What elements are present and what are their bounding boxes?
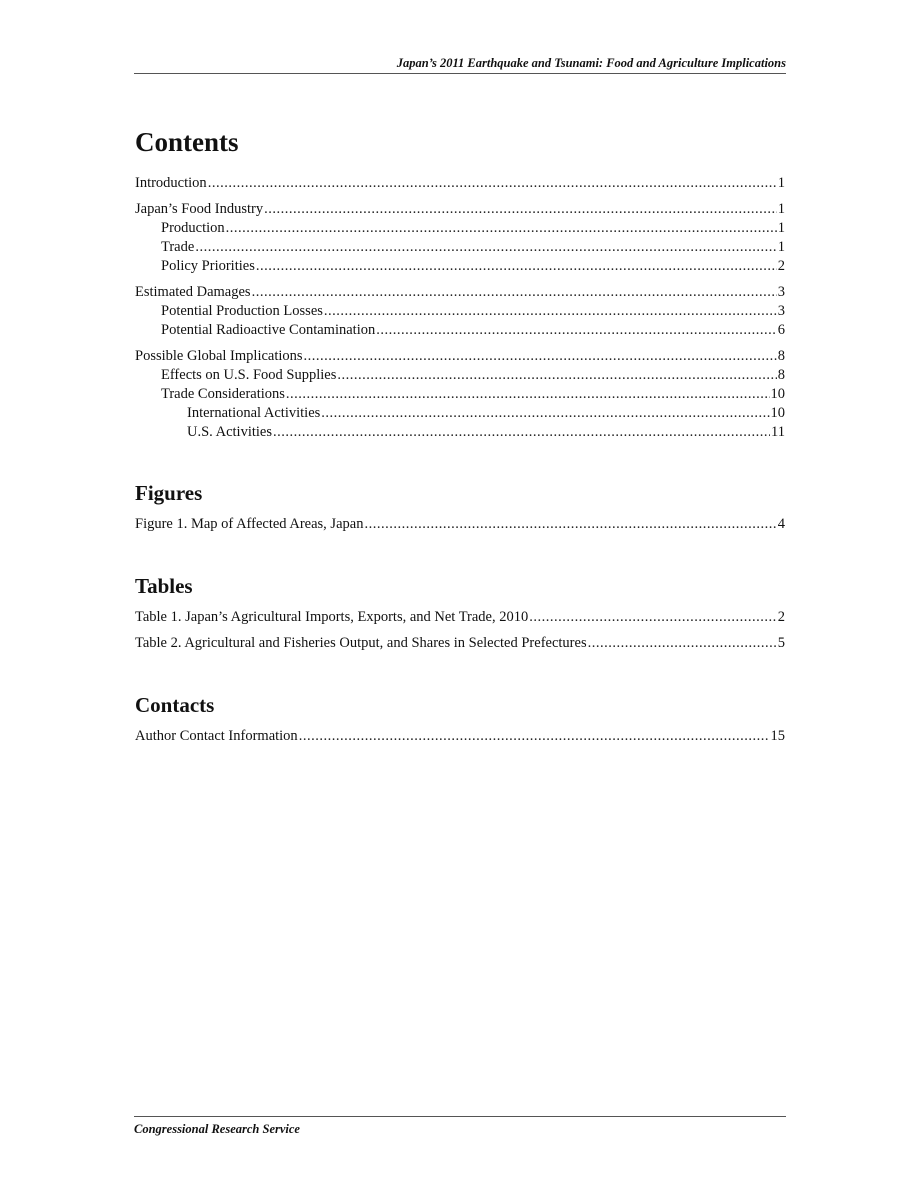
toc-page-number: 15	[770, 728, 785, 744]
dot-leader	[195, 238, 776, 257]
toc-label: Possible Global Implications	[135, 348, 303, 364]
table-of-contents	[135, 124, 785, 746]
toc-entry-trade[interactable]	[135, 238, 785, 257]
toc-page-number: 8	[777, 367, 785, 383]
toc-page-number: 11	[771, 424, 785, 440]
toc-label: Table 2. Agricultural and Fisheries Output, and Shares in Selected Prefectures	[135, 635, 587, 651]
toc-page-number: 6	[777, 322, 785, 338]
toc-page-number: 10	[770, 386, 785, 402]
toc-label: Introduction	[135, 175, 207, 191]
toc-label: U.S. Activities	[187, 424, 272, 440]
dot-leader	[376, 321, 777, 340]
tables-list	[135, 608, 785, 653]
toc-entry-effects-on-us-food-supplies[interactable]	[135, 366, 785, 385]
running-footer: Congressional Research Service	[134, 1116, 786, 1137]
toc-label: International Activities	[187, 405, 321, 421]
toc-page-number: 3	[777, 303, 785, 319]
toc-page-number: 4	[777, 516, 785, 532]
toc-entry-figure-1[interactable]	[135, 515, 785, 534]
dot-leader	[529, 608, 777, 627]
toc-entry-international-activities[interactable]	[135, 404, 785, 423]
tables-heading: Tables	[135, 574, 193, 598]
toc-label: Effects on U.S. Food Supplies	[161, 367, 337, 383]
figures-heading: Figures	[135, 481, 203, 505]
toc-page-number: 1	[777, 239, 785, 255]
toc-entry-author-contact-information[interactable]	[135, 727, 785, 746]
dot-leader	[299, 727, 770, 746]
section-spacer	[135, 442, 785, 480]
toc-label: Author Contact Information	[135, 728, 298, 744]
toc-entry-potential-production-losses[interactable]	[135, 302, 785, 321]
dot-leader	[252, 283, 777, 302]
toc-page-number: 3	[777, 284, 785, 300]
toc-page-number: 2	[777, 609, 785, 625]
toc-page-number: 1	[777, 201, 785, 217]
toc-page-number: 5	[777, 635, 785, 651]
toc-label: Trade Considerations	[161, 386, 285, 402]
toc-page-number: 1	[777, 220, 785, 236]
contacts-list	[135, 727, 785, 746]
toc-label: Potential Radioactive Contamination	[161, 322, 376, 338]
toc-entry-table-2[interactable]	[135, 634, 785, 653]
toc-entry-estimated-damages[interactable]	[135, 283, 785, 302]
toc-label: Estimated Damages	[135, 284, 251, 300]
toc-entry-japans-food-industry[interactable]	[135, 200, 785, 219]
toc-page-number: 10	[770, 405, 785, 421]
toc-entry-table-1[interactable]	[135, 608, 785, 627]
dot-leader	[324, 302, 777, 321]
toc-entry-policy-priorities[interactable]	[135, 257, 785, 276]
toc-entry-us-activities[interactable]	[135, 423, 785, 442]
dot-leader	[337, 366, 776, 385]
toc-label: Japan’s Food Industry	[135, 201, 264, 217]
dot-leader	[226, 219, 777, 238]
toc-entry-trade-considerations[interactable]	[135, 385, 785, 404]
toc-page-number: 1	[777, 175, 785, 191]
dot-leader	[588, 634, 777, 653]
toc-entry-production[interactable]	[135, 219, 785, 238]
toc-label: Production	[161, 220, 225, 236]
running-header: Japan’s 2011 Earthquake and Tsunami: Food and Agriculture Implications	[134, 55, 786, 74]
toc-label: Policy Priorities	[161, 258, 255, 274]
dot-leader	[264, 200, 777, 219]
dot-leader	[364, 515, 776, 534]
dot-leader	[286, 385, 770, 404]
toc-page-number: 8	[777, 348, 785, 364]
section-spacer	[135, 534, 785, 573]
section-spacer	[135, 653, 785, 692]
contacts-heading: Contacts	[135, 693, 215, 717]
toc-entry-possible-global-implications[interactable]	[135, 347, 785, 366]
dot-leader	[304, 347, 777, 366]
contents-heading: Contents	[135, 127, 239, 157]
toc-entry-introduction[interactable]	[135, 174, 785, 193]
dot-leader	[321, 404, 769, 423]
figures-list	[135, 515, 785, 534]
toc-label: Figure 1. Map of Affected Areas, Japan	[135, 516, 364, 532]
toc-page-number: 2	[777, 258, 785, 274]
dot-leader	[256, 257, 777, 276]
dot-leader	[273, 423, 770, 442]
dot-leader	[208, 174, 777, 193]
toc-entry-potential-radioactive-contamination[interactable]	[135, 321, 785, 340]
toc-label: Potential Production Losses	[161, 303, 323, 319]
toc-label: Table 1. Japan’s Agricultural Imports, Exports, and Net Trade, 2010	[135, 609, 529, 625]
toc-label: Trade	[161, 239, 195, 255]
contents-list	[135, 174, 785, 442]
